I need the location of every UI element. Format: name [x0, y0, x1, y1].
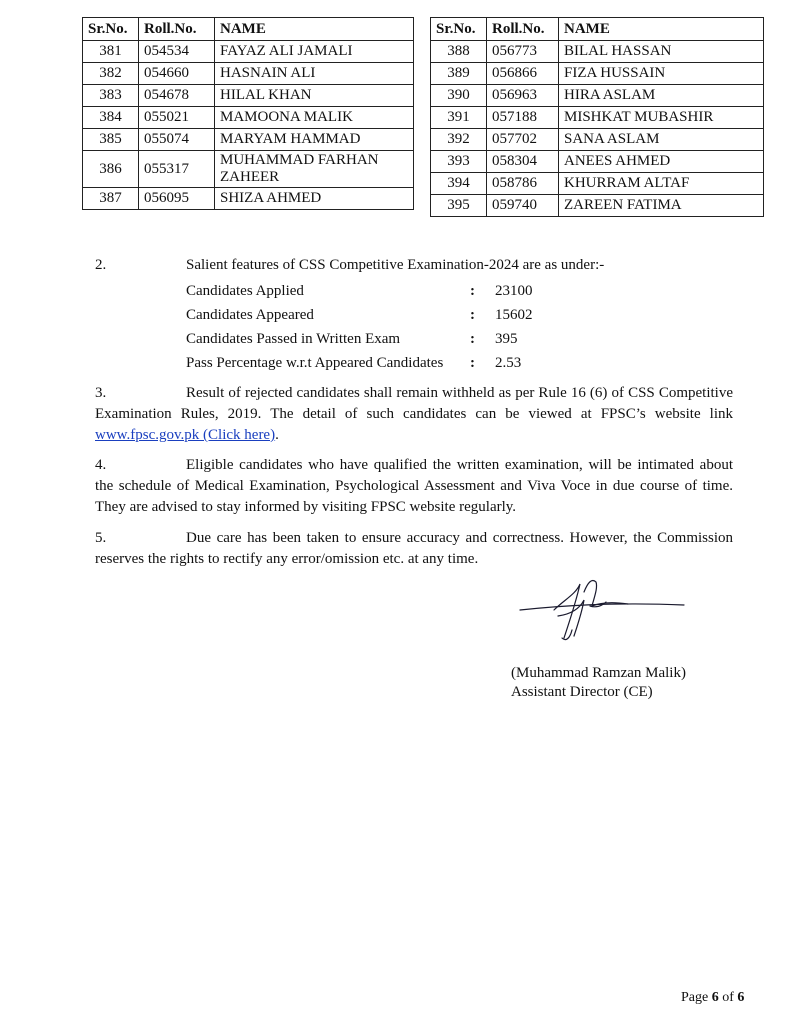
column-header-sr-no: Sr.No.	[431, 18, 487, 41]
name-cell: SANA ASLAM	[559, 129, 764, 151]
page-number	[681, 990, 744, 1006]
roll-no-cell: 057188	[487, 107, 559, 129]
table-row	[431, 63, 764, 85]
signatory-name: (Muhammad Ramzan Malik)	[511, 665, 686, 681]
paragraph-4-text: Eligible candidates who have qualified the written examination, will be intimated about the schedule of Medical Examination, Psychological Assessment and Viva Voce in due course of time. They are advised to stay informed by visiting FPSC website regularly.	[95, 457, 733, 515]
table-row	[83, 41, 414, 63]
name-cell: MISHKAT MUBASHIR	[559, 107, 764, 129]
page-label: Page	[681, 990, 709, 1005]
table-row	[83, 107, 414, 129]
name-cell: SHIZA AHMED	[215, 188, 414, 210]
paragraph-3	[95, 383, 733, 446]
sr-no-cell: 390	[431, 85, 487, 107]
roll-no-cell: 054660	[139, 63, 215, 85]
sr-no-cell: 387	[83, 188, 139, 210]
table-row	[431, 129, 764, 151]
sr-no-cell: 392	[431, 129, 487, 151]
sr-no-cell: 394	[431, 173, 487, 195]
table-row	[431, 195, 764, 217]
name-cell: MUHAMMAD FARHAN ZAHEER	[215, 151, 414, 188]
sr-no-cell: 383	[83, 85, 139, 107]
feature-value-passed: 395	[495, 331, 518, 347]
name-cell: KHURRAM ALTAF	[559, 173, 764, 195]
name-cell: MAMOONA MALIK	[215, 107, 414, 129]
column-header-roll-no: Roll.No.	[487, 18, 559, 41]
paragraph-3-number: 3.	[95, 385, 107, 401]
name-cell: HILAL KHAN	[215, 85, 414, 107]
roll-no-cell: 056963	[487, 85, 559, 107]
roll-no-cell: 055074	[139, 129, 215, 151]
feature-value-appeared: 15602	[495, 307, 533, 323]
page-current: 6	[711, 990, 719, 1005]
sr-no-cell: 386	[83, 151, 139, 188]
name-cell: BILAL HASSAN	[559, 41, 764, 63]
table-row	[83, 129, 414, 151]
fpsc-website-link[interactable]: www.fpsc.gov.pk (Click here)	[95, 427, 276, 443]
roll-no-cell: 058786	[487, 173, 559, 195]
table-row	[431, 85, 764, 107]
column-header-name: NAME	[559, 18, 764, 41]
roll-no-cell: 056773	[487, 41, 559, 63]
roll-no-cell: 057702	[487, 129, 559, 151]
roll-no-cell: 059740	[487, 195, 559, 217]
feature-colon: :	[470, 355, 475, 371]
table-header-row	[431, 18, 764, 41]
roll-no-cell: 056095	[139, 188, 215, 210]
column-header-name: NAME	[215, 18, 414, 41]
feature-colon: :	[470, 331, 475, 347]
sr-no-cell: 381	[83, 41, 139, 63]
signatory-title: Assistant Director (CE)	[511, 684, 653, 700]
name-cell: HASNAIN ALI	[215, 63, 414, 85]
feature-label-applied: Candidates Applied	[186, 283, 304, 299]
name-cell: FIZA HUSSAIN	[559, 63, 764, 85]
table-row	[83, 151, 414, 188]
sr-no-cell: 385	[83, 129, 139, 151]
page-of: of	[722, 990, 734, 1005]
paragraph-5-text: Due care has been taken to ensure accuracy and correctness. However, the Commission reserves the rights to rectify any error/omission etc. at any time.	[95, 530, 733, 567]
column-header-sr-no: Sr.No.	[83, 18, 139, 41]
paragraph-3-end: .	[275, 427, 279, 443]
table-row	[83, 63, 414, 85]
feature-colon: :	[470, 307, 475, 323]
paragraph-3-text: Result of rejected candidates shall remain withheld as per Rule 16 (6) of CSS Competitive Examination Rules, 2019. The detail of such candidates can be viewed at FPSC’s website link	[95, 385, 733, 422]
roll-no-cell: 054534	[139, 41, 215, 63]
paragraph-4-number: 4.	[95, 457, 107, 473]
name-cell: FAYAZ ALI JAMALI	[215, 41, 414, 63]
table-row	[83, 85, 414, 107]
sr-no-cell: 384	[83, 107, 139, 129]
roll-no-cell: 058304	[487, 151, 559, 173]
table-row	[83, 188, 414, 210]
features-intro: Salient features of CSS Competitive Examination-2024 are as under:-	[186, 257, 605, 273]
table-row	[431, 151, 764, 173]
roll-no-cell: 056866	[487, 63, 559, 85]
sr-no-cell: 395	[431, 195, 487, 217]
table-row	[431, 41, 764, 63]
name-cell: ZAREEN FATIMA	[559, 195, 764, 217]
feature-label-appeared: Candidates Appeared	[186, 307, 314, 323]
name-cell: MARYAM HAMMAD	[215, 129, 414, 151]
feature-value-pass-percentage: 2.53	[495, 355, 522, 371]
feature-value-applied: 23100	[495, 283, 533, 299]
table-header-row	[83, 18, 414, 41]
sr-no-cell: 393	[431, 151, 487, 173]
feature-colon: :	[470, 283, 475, 299]
paragraph-2-number: 2.	[95, 257, 107, 273]
handwritten-signature	[518, 572, 688, 652]
paragraph-5	[95, 528, 733, 570]
table-row	[431, 107, 764, 129]
paragraph-5-number: 5.	[95, 530, 107, 546]
roll-no-cell: 055021	[139, 107, 215, 129]
roll-no-cell: 054678	[139, 85, 215, 107]
page-total: 6	[737, 990, 745, 1005]
feature-label-pass-percentage: Pass Percentage w.r.t Appeared Candidates	[186, 355, 444, 371]
results-table-right	[430, 17, 764, 217]
sr-no-cell: 388	[431, 41, 487, 63]
sr-no-cell: 391	[431, 107, 487, 129]
sr-no-cell: 389	[431, 63, 487, 85]
paragraph-4	[95, 455, 733, 518]
sr-no-cell: 382	[83, 63, 139, 85]
results-table-left	[82, 17, 414, 210]
name-cell: ANEES AHMED	[559, 151, 764, 173]
column-header-roll-no: Roll.No.	[139, 18, 215, 41]
roll-no-cell: 055317	[139, 151, 215, 188]
name-cell: HIRA ASLAM	[559, 85, 764, 107]
table-row	[431, 173, 764, 195]
feature-label-passed: Candidates Passed in Written Exam	[186, 331, 401, 347]
